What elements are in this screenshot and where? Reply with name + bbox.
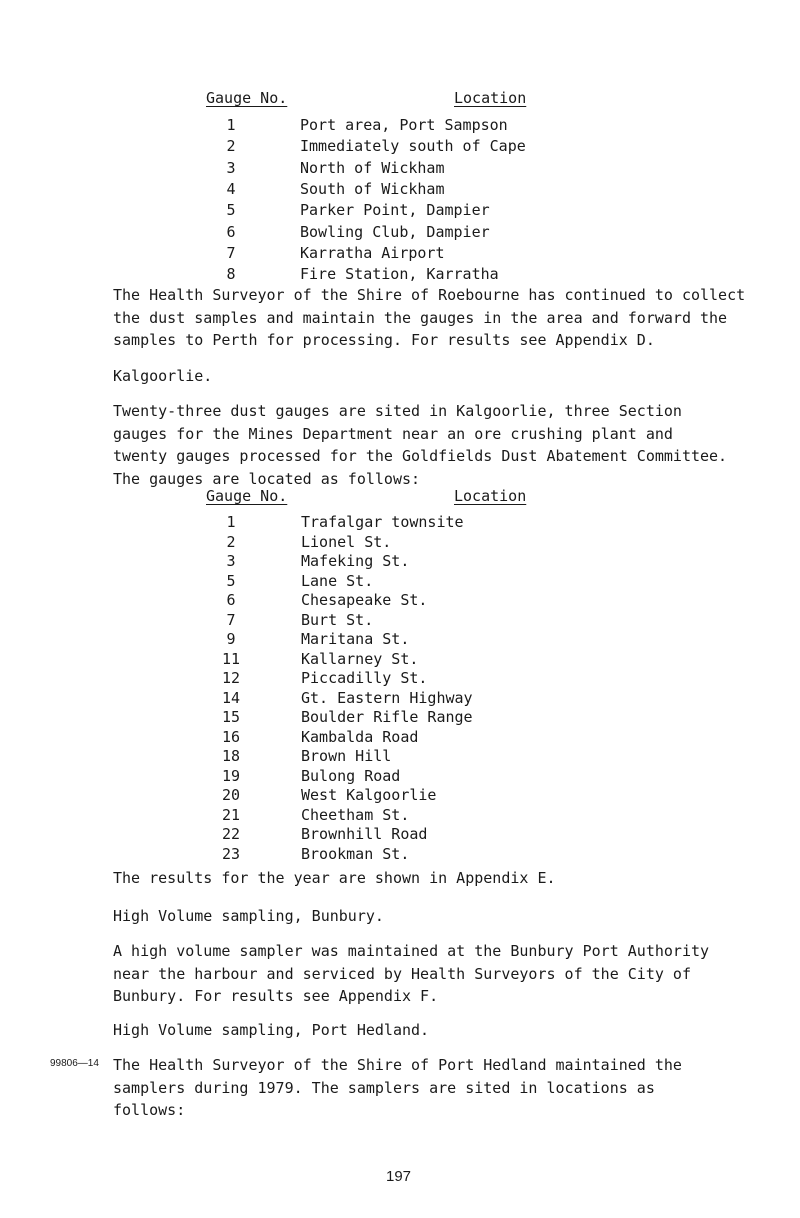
gauge-location: Gt. Eastern Highway (301, 688, 473, 707)
table-row (0, 845, 800, 867)
gauge-number: 11 (221, 649, 241, 668)
gauge-number: 15 (221, 708, 241, 726)
gauge-location: Maritana St. (301, 630, 410, 648)
gauge-number: 19 (221, 766, 241, 785)
gauge-location: Brownhill Road (301, 825, 428, 843)
gauge-number: 7 (226, 243, 236, 262)
gauge-location: Boulder Rifle Range (301, 708, 473, 726)
gauge-number: 16 (221, 727, 241, 746)
heading-kalgoorlie: Kalgoorlie. (113, 367, 213, 385)
gauge-number: 3 (226, 158, 236, 177)
paragraph-bunbury: A high volume sampler was maintained at the Bunbury Port Authority near the harbour and serviced by Health Surveyors of the City of Bunbury. For results see Appendix F. (113, 942, 710, 1005)
gauge-number: 6 (226, 222, 236, 241)
gauge-number: 7 (226, 610, 236, 629)
table-row (0, 180, 800, 202)
gauge-number: 6 (226, 591, 236, 609)
paragraph-roebourne: The Health Surveyor of the Shire of Roebourne has continued to collect the dust samples and maintain the gauges in the area and forward the samples to Perth for processing. For results see Appendix D. (113, 286, 746, 349)
gauge-location: Lane St. (301, 571, 374, 590)
gauge-location: Port area, Port Sampson (300, 116, 508, 134)
gauge-location: Bulong Road (301, 766, 401, 785)
gauge-location: Lionel St. (301, 532, 392, 551)
paragraph-results-e: The results for the year are shown in Appendix E. (113, 869, 556, 887)
gauge-location: Brown Hill (301, 747, 392, 765)
gauge-location: North of Wickham (300, 158, 445, 177)
gauge-location: Brookman St. (301, 844, 410, 863)
page-number: 197 (386, 1168, 412, 1185)
gauge-location: Mafeking St. (301, 552, 410, 570)
gauge-number: 1 (226, 513, 236, 531)
table-row (0, 201, 800, 223)
gauge-location: Fire Station, Karratha (300, 265, 499, 284)
gauge-number: 12 (221, 669, 241, 687)
heading-bunbury: High Volume sampling, Bunbury. (113, 907, 384, 925)
gauge-number: 2 (226, 532, 236, 551)
table-row (0, 137, 800, 159)
gauge-number: 1 (226, 116, 236, 134)
heading-port-hedland: High Volume sampling, Port Hedland. (113, 1021, 430, 1039)
table-row (0, 223, 800, 245)
gauge-location: Parker Point, Dampier (300, 201, 490, 220)
gauge-location: Karratha Airport (300, 243, 445, 262)
table1-header-location: Location (454, 89, 527, 107)
gauge-number: 2 (226, 137, 236, 156)
gauge-number: 14 (221, 688, 241, 707)
gauge-number: 4 (226, 179, 236, 198)
table2-header-location: Location (454, 487, 527, 505)
gauge-location: South of Wickham (300, 179, 445, 198)
gauge-number: 5 (226, 201, 236, 220)
gauge-location: Kallarney St. (301, 649, 419, 668)
table1-header-no: Gauge No. (206, 89, 288, 107)
gauge-number: 21 (221, 805, 241, 824)
gauge-location: Bowling Club, Dampier (300, 222, 490, 241)
gauge-number: 9 (226, 630, 236, 648)
gauge-location: Chesapeake St. (301, 591, 428, 609)
gauge-location: Cheetham St. (301, 805, 410, 824)
gauge-location: Trafalgar townsite (301, 513, 464, 531)
gauge-number: 5 (226, 571, 236, 590)
gauge-number: 22 (221, 825, 241, 843)
paragraph-port-hedland: The Health Surveyor of the Shire of Port Hedland maintained the samplers during 1979. The samplers are sited in locations as follows: (113, 1056, 682, 1119)
gauge-location: Burt St. (301, 610, 374, 629)
gauge-number: 18 (221, 747, 241, 765)
table2-header-no: Gauge No. (206, 487, 288, 505)
gauge-number: 20 (221, 786, 241, 804)
gauge-location: Piccadilly St. (301, 669, 428, 687)
gauge-number: 3 (226, 552, 236, 570)
table-row (0, 244, 800, 266)
table-row (0, 159, 800, 181)
gauge-location: West Kalgoorlie (301, 786, 437, 804)
paragraph-kalgoorlie: Twenty-three dust gauges are sited in Kalgoorlie, three Section gauges for the Mines Department near an ore crushing plant and twenty gauges processed for the Goldfields Dust Abatement Committee. The gauges are located as follows: (113, 402, 728, 488)
gauge-number: 8 (226, 265, 236, 284)
gauge-location: Immediately south of Cape (300, 137, 526, 156)
footer-code: 99806—14 (50, 1058, 99, 1069)
gauge-location: Kambalda Road (301, 727, 419, 746)
table-row (0, 116, 800, 138)
gauge-number: 23 (221, 844, 241, 863)
